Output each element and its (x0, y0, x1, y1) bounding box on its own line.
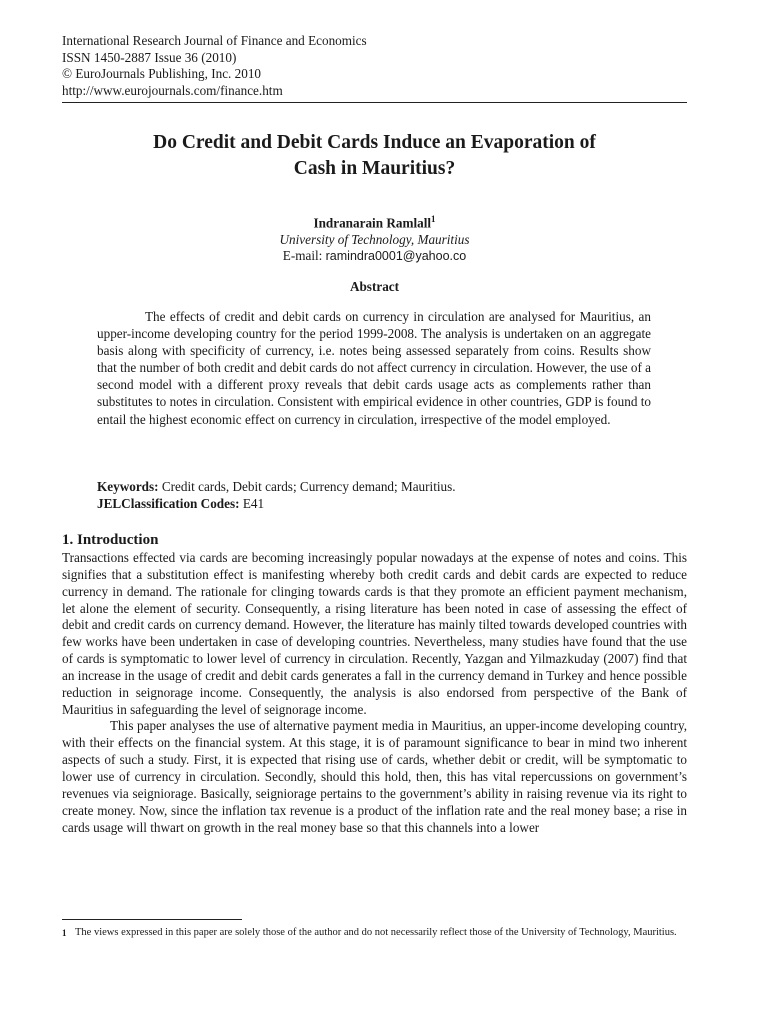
paper-title (62, 130, 687, 182)
keywords-line (97, 478, 651, 495)
introduction-paragraph-2: This paper analyses the use of alternative payment media in Mauritius, an upper-income developing country, with their effects on the financial system. At this stage, it is of paramount significance to bear in mind two inherent aspects of such a study. First, it is expected that rising use of cards, whether debit or credit, will be symptomatic to lower use of currency in circulation. Secondly, should this hold, then, this has vital repercussions on government’s revenues via seigniorage. Basically, seigniorage pertains to the government’s ability in raising revenue via its right to create money. Now, since the inflation tax revenue is a product of the inflation rate and the real money base; a rise in cards usage will thwart on growth in the real money base so that this channels into a lower (62, 718, 687, 835)
author-name (62, 211, 687, 232)
journal-url: http://www.eurojournals.com/finance.htm (62, 82, 283, 98)
footnote-divider (62, 919, 242, 920)
author-footnote-mark: 1 (431, 214, 436, 224)
keywords-label: Keywords: (97, 479, 159, 494)
author-email-line (62, 248, 687, 265)
introduction-body (62, 550, 687, 836)
author-block (62, 211, 687, 265)
jel-line (97, 495, 651, 512)
abstract-heading: Abstract (349, 279, 400, 294)
journal-name: International Research Journal of Finance and Economics (62, 33, 367, 48)
journal-issn: ISSN 1450-2887 Issue 36 (2010) (62, 49, 237, 65)
jel-label: JELClassification Codes: (97, 496, 240, 512)
author-email: ramindra0001@yahoo.co (325, 249, 467, 264)
paper-title-line-1: Do Credit and Debit Cards Induce an Evaporation of (153, 132, 596, 153)
section-heading-introduction: 1. Introduction (62, 532, 159, 548)
header-divider (62, 102, 687, 103)
introduction-paragraph-1: Transactions effected via cards are becoming increasingly popular nowadays at the expense of notes and coins. This signifies that a substitution effect is manifesting whereby both credit cards and debit cards are expected to reduce currency in demand. The rationale for clinging towards cards is that they promote an efficient payment mechanism, let alone the element of security. Consequently, a rising literature has been noted in case of assessing the effect of debit and credit cards on currency demand. However, the literature has mainly tilted towards developed countries with few works have been undertaken in case of developing countries. Nevertheless, many studies have found that the use of cards is symptomatic to lower level of currency in circulation. Recently, Yazgan and Yilmazkuday (2007) find that an increase in the usage of credit and debit cards generates a fall in the currency demand in Turkey and hence possible reduction in seignorage income. Consequently, the analysis is also endorsed from perspective of the Bank of Mauritius in safeguarding the level of seignorage income. (62, 550, 687, 717)
footnote-mark: 1 (62, 928, 67, 938)
journal-header (62, 33, 367, 99)
keywords-block (97, 478, 651, 512)
paper-title-line-2: Cash in Mauritius? (293, 158, 456, 179)
footnote-text: The views expressed in this paper are solely those of the author and do not necessarily reflect those of the University of Technology, Mauritius. (75, 927, 677, 938)
author-email-prefix: E-mail: (282, 248, 326, 264)
author-affiliation: University of Technology, Mauritius (279, 231, 470, 247)
keywords-value: Credit cards, Debit cards; Currency demand; Mauritius. (161, 479, 456, 494)
author-name-text: Indranarain Ramlall (313, 215, 432, 231)
footnote (62, 926, 687, 941)
journal-copyright: © EuroJournals Publishing, Inc. 2010 (62, 66, 262, 81)
jel-value: E41 (242, 496, 265, 512)
abstract-text: The effects of credit and debit cards on currency in circulation are analysed for Mauritius, an upper-income developing country for the period 1999-2008. The analysis is undertaken on an aggregate basis along with specificity of currency, i.e. notes being assessed separately from coins. Results show that the number of both credit and debit cards do not affect currency in circulation. However, the use of a second model with a different proxy reveals that debit cards usage acts as complements rather than substitutes to notes in circulation. Consistent with empirical evidence in other countries, GDP is found to entail the highest economic effect on currency in circulation, irrespective of the model employed. (97, 309, 651, 427)
